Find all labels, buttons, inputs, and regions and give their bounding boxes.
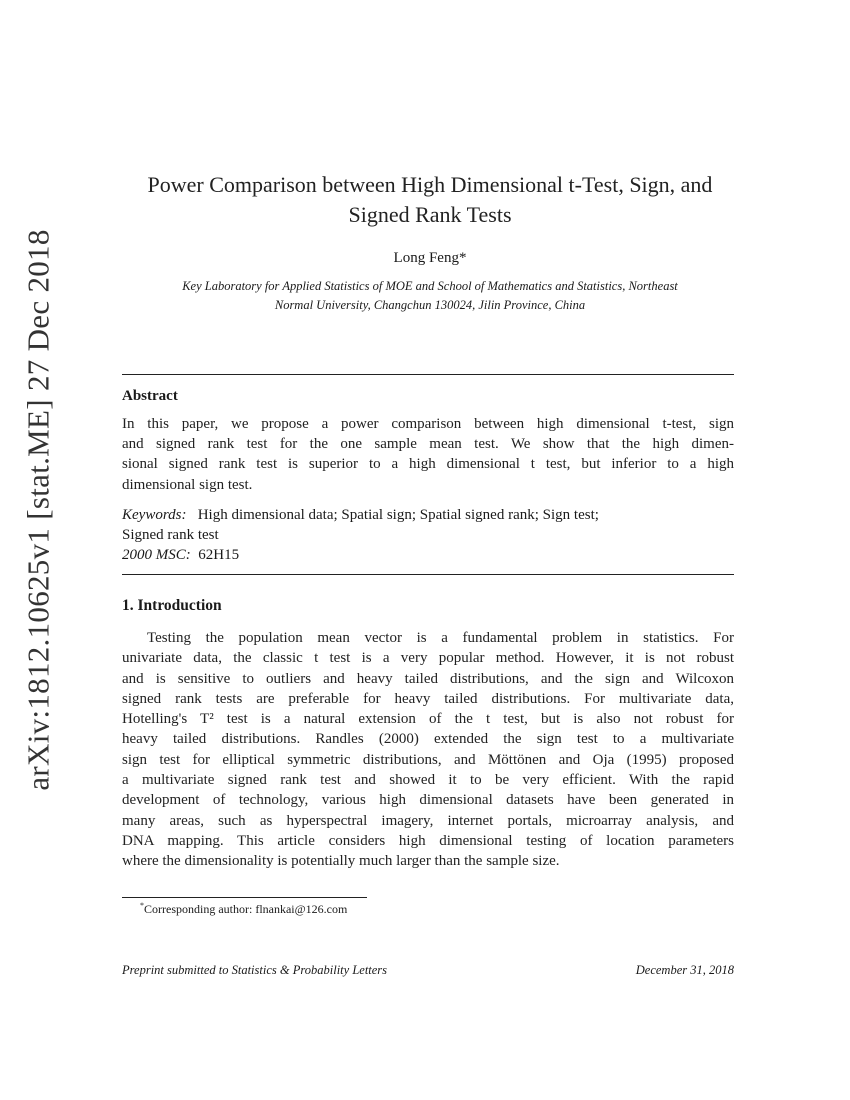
introduction-line: Hotelling's T² test is a natural extension of the t test, but is also not robust for <box>122 711 734 728</box>
introduction-line: a multivariate signed rank test and showed it to be very efficient. With the rapid <box>122 772 734 789</box>
footer-date: December 31, 2018 <box>635 963 734 977</box>
abstract-line: sional signed rank test is superior to a high dimensional t test, but inferior to a high <box>122 456 734 473</box>
footnote-text: Corresponding author: flnankai@126.com <box>144 902 348 916</box>
author-affiliation <box>110 277 750 315</box>
introduction-line: development of technology, various high dimensional datasets have been generated in <box>122 792 734 809</box>
affiliation-line-2: Normal University, Changchun 130024, Jilin Province, China <box>274 298 586 312</box>
introduction-line: signed rank tests are preferable for heavy tailed distributions. For multivariate data, <box>122 690 734 707</box>
arxiv-identifier-stamp <box>10 229 68 791</box>
introduction-line: Testing the population mean vector is a fundamental problem in statistics. For <box>147 630 734 646</box>
keywords-label: Keywords: <box>122 507 187 523</box>
keywords-block <box>122 505 734 566</box>
keywords-row <box>122 505 734 525</box>
arxiv-identifier-text: arXiv:1812.10625v1 [stat.ME] 27 Dec 2018 <box>21 229 57 791</box>
abstract-body <box>122 414 734 495</box>
introduction-line: and is sensitive to outliers and heavy tailed distributions, and the sign and Wilcoxon <box>122 670 734 687</box>
abstract-heading: Abstract <box>122 388 178 404</box>
introduction-line: univariate data, the classic t test is a very popular method. However, it is not robust <box>122 650 734 667</box>
abstract-top-rule <box>122 374 734 375</box>
introduction-heading: 1. Introduction <box>122 597 222 614</box>
footer-journal-note: Preprint submitted to Statistics & Probability Letters <box>122 963 388 977</box>
abstract-line: In this paper, we propose a power comparison between high dimensional t-test, sign <box>122 416 734 432</box>
paper-title-line-2: Signed Rank Tests <box>348 202 512 227</box>
footnote-rule <box>122 897 367 898</box>
keywords-text-line-1: High dimensional data; Spatial sign; Spatial signed rank; Sign test; <box>197 507 599 523</box>
msc-value: 62H15 <box>198 547 240 564</box>
abstract-bottom-rule <box>122 574 734 575</box>
keywords-text-line-2: Signed rank test <box>122 527 219 544</box>
abstract-line: dimensional sign test. <box>122 476 253 493</box>
introduction-line: DNA mapping. This article considers high dimensional testing of location parameters <box>122 832 734 849</box>
msc-row <box>122 545 734 565</box>
footnote <box>140 901 347 917</box>
msc-label: 2000 MSC: <box>122 547 191 564</box>
introduction-line: heavy tailed distributions. Randles (2000) extended the sign test to a multivariate <box>122 731 734 748</box>
affiliation-line-1: Key Laboratory for Applied Statistics of MOE and School of Mathematics and Statistics, Northeast <box>182 279 678 293</box>
paper-title <box>110 170 750 230</box>
introduction-line: many areas, such as hyperspectral imagery, internet portals, microarray analysis, and <box>122 812 734 829</box>
introduction-line: sign test for elliptical symmetric distributions, and Möttönen and Oja (1995) proposed <box>122 751 734 768</box>
paper-title-line-1: Power Comparison between High Dimensional t-Test, Sign, and <box>147 172 713 197</box>
introduction-body <box>122 628 734 872</box>
author-name: Long Feng* <box>393 250 467 266</box>
page-footer <box>122 963 734 978</box>
abstract-line: and signed rank test for the one sample mean test. We show that the high dimen- <box>122 436 734 453</box>
footnote-mark: * <box>140 901 144 910</box>
introduction-line: where the dimensionality is potentially much larger than the sample size. <box>122 853 560 870</box>
